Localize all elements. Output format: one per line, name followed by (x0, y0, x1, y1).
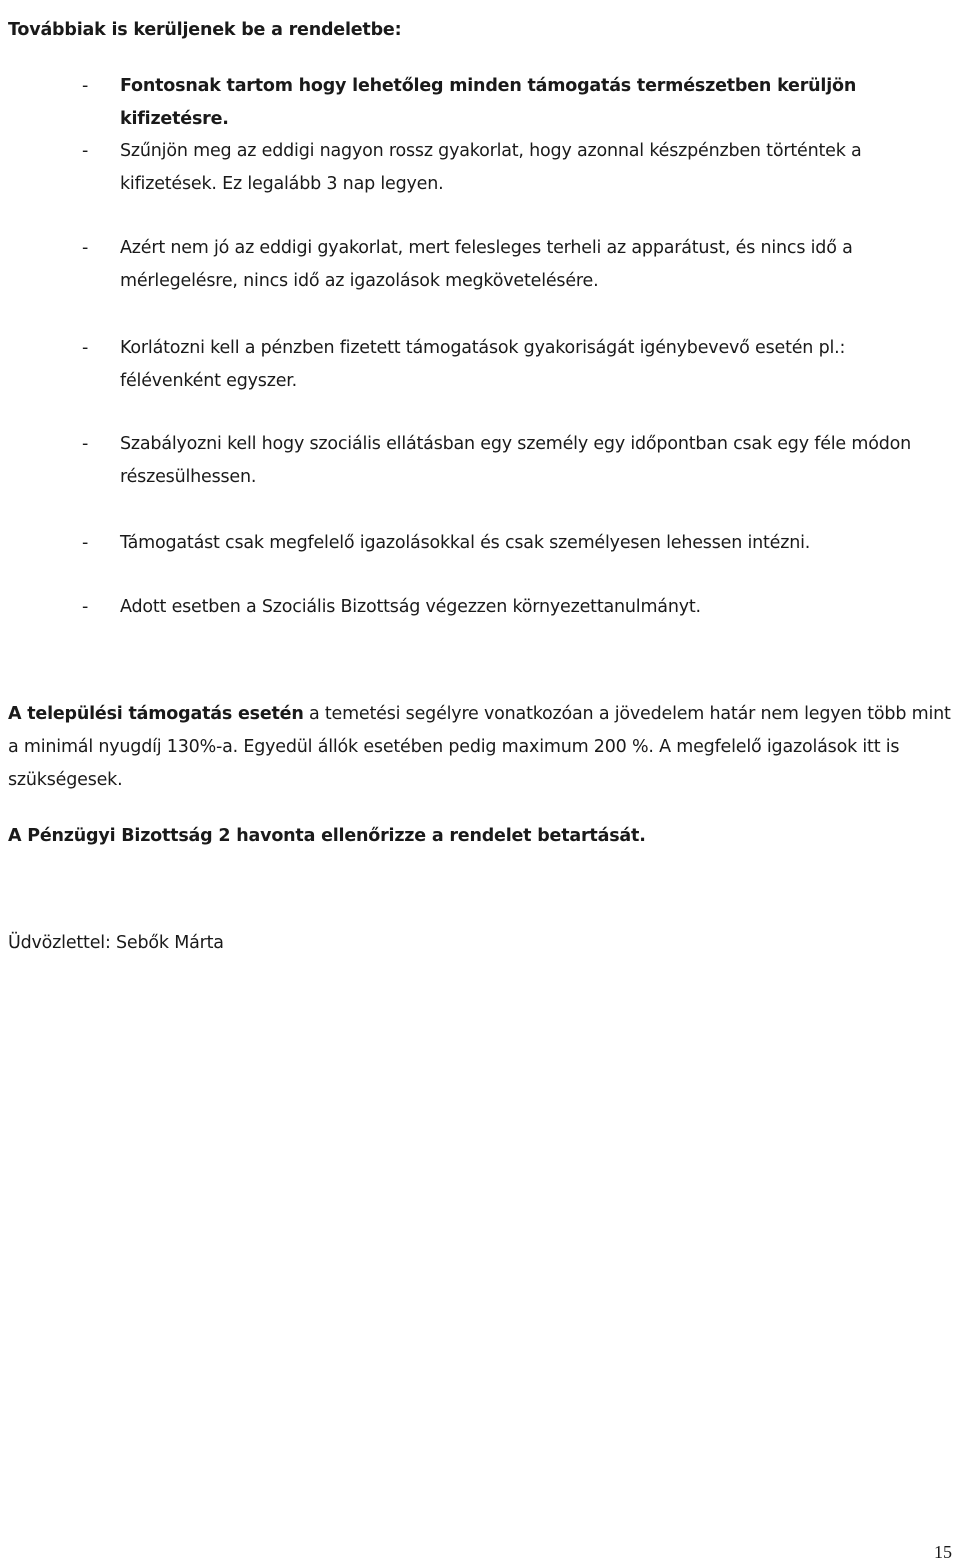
section-heading: Továbbiak is kerüljenek be a rendeletbe: (8, 20, 402, 40)
list-item-text: Korlátozni kell a pénzben fizetett támogatások gyakoriságát igénybevevő esetén pl.: félévenként egyszer. (120, 338, 846, 391)
paragraph-finance-committee: A Pénzügyi Bizottság 2 havonta ellenőrizze a rendelet betartását. (8, 826, 646, 846)
bullet-dash: - (82, 141, 89, 161)
bullet-dash: - (82, 76, 89, 96)
list-item-text: Szűnjön meg az eddigi nagyon rossz gyakorlat, hogy azonnal készpénzben történtek a kifizetések. Ez legalább 3 nap legyen. (120, 141, 862, 194)
list-item-text: Támogatást csak megfelelő igazolásokkal és csak személyesen lehessen intézni. (120, 533, 811, 553)
list-item-text: Szabályozni kell hogy szociális ellátásban egy személy egy időpontban csak egy féle módon részesülhessen. (120, 434, 912, 487)
closing-signature: Üdvözlettel: Sebők Márta (8, 933, 224, 953)
bullet-dash: - (82, 338, 89, 358)
paragraph-funeral-support (8, 698, 953, 797)
list-item-text: Adott esetben a Szociális Bizottság végezzen környezettanulmányt. (120, 597, 701, 617)
bullet-dash: - (82, 238, 89, 258)
page-number: 15 (934, 1542, 952, 1562)
bullet-dash: - (82, 597, 89, 617)
paragraph-body: a temetési segélyre vonatkozóan a jövedelem határ nem legyen több mint a minimál nyugdíj 130%-a. Egyedül állók esetében pedig maximum 200 %. A megfelelő igazolások itt is szükségesek. (8, 704, 951, 790)
list-item-text: Fontosnak tartom hogy lehetőleg minden támogatás természetben kerüljön kifizetésre. (120, 76, 857, 129)
bullet-dash: - (82, 533, 89, 553)
bullet-dash: - (82, 434, 89, 454)
list-item-text: Azért nem jó az eddigi gyakorlat, mert felesleges terheli az apparátust, és nincs idő a mérlegelésre, nincs idő az igazolások megkövetelésére. (120, 238, 853, 291)
paragraph-bold-lead: A települési támogatás esetén (8, 704, 304, 724)
